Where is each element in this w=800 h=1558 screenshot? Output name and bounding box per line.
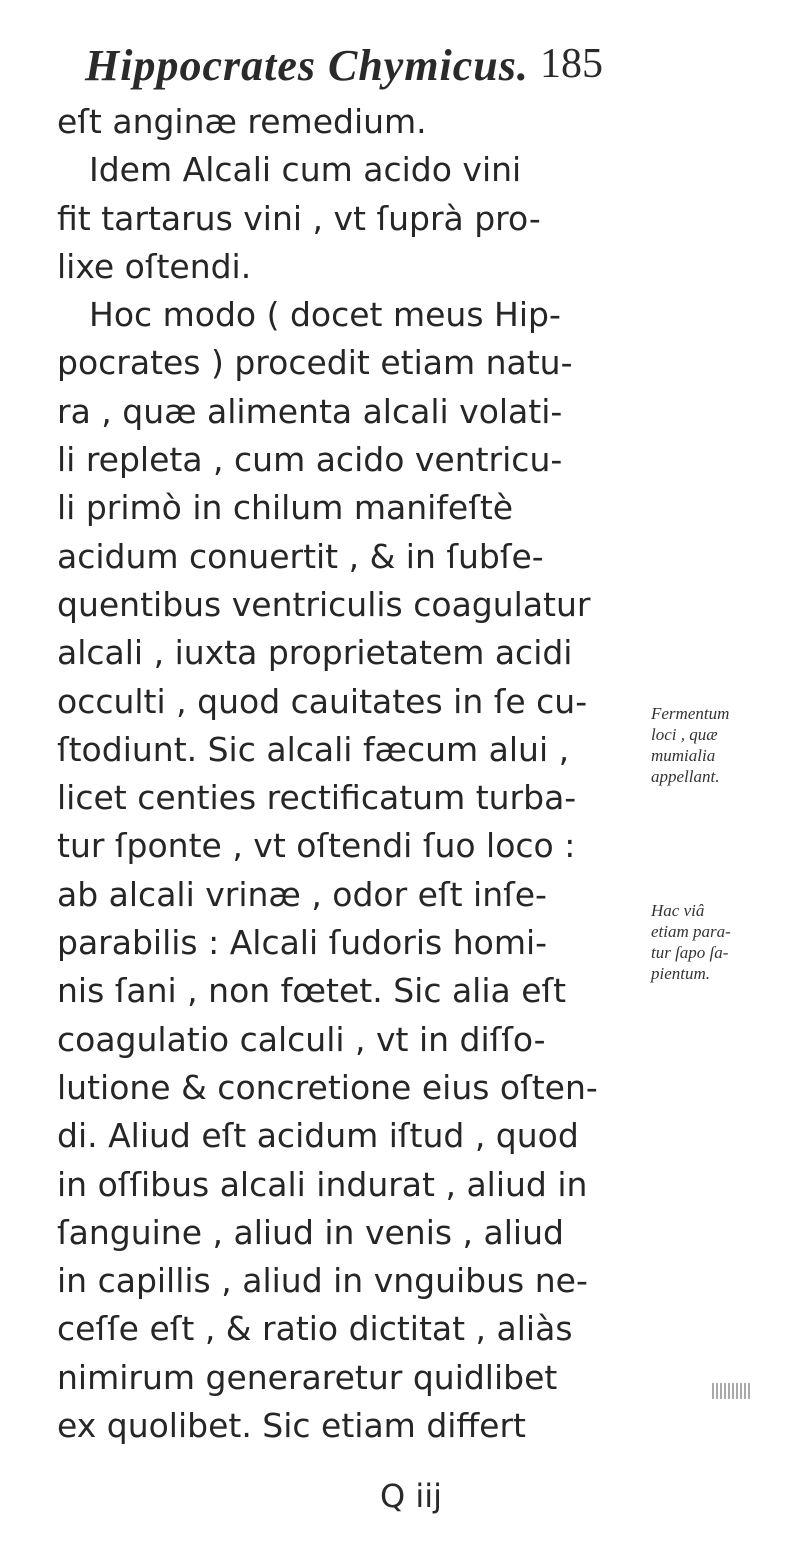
text-line: alcali , iuxta proprietatem acidi bbox=[57, 633, 573, 673]
margin-note bbox=[651, 703, 796, 787]
text-line: acidum conuertit , & in ſubſe- bbox=[57, 536, 544, 576]
text-line: eſt anginæ remedium. bbox=[57, 102, 427, 141]
text-line: licet centies rectificatum turba- bbox=[57, 778, 577, 818]
text-line: di. Aliud eſt acidum iſtud , quod bbox=[57, 1116, 579, 1156]
text-line: lutione & concretione eius oſten- bbox=[57, 1067, 598, 1107]
text-line: occulti , quod cauitates in ſe cu- bbox=[57, 681, 588, 721]
text-line: fit tartarus vini , vt ſuprà pro- bbox=[57, 198, 541, 238]
text-line: in capillis , aliud in vnguibus ne- bbox=[57, 1261, 588, 1301]
main-text-block bbox=[57, 98, 637, 1450]
margin-note-line: Hac viâ bbox=[651, 901, 705, 920]
text-line: Idem Alcali cum acido vini bbox=[89, 150, 522, 190]
text-line: li repleta , cum acido ventricu- bbox=[57, 440, 563, 480]
margin-note-line: Fermentum bbox=[651, 704, 730, 723]
text-line: tur ſponte , vt oſtendi ſuo loco : bbox=[57, 826, 576, 866]
margin-note-line: tur ſapo ſa- bbox=[651, 943, 729, 962]
text-line: coagulatio calculi , vt in diſſo- bbox=[57, 1019, 546, 1059]
text-line: lixe oſtendi. bbox=[57, 246, 252, 286]
margin-note bbox=[651, 900, 796, 984]
text-line: ex quolibet. Sic etiam differt bbox=[57, 1406, 526, 1446]
text-line: nis ſani , non fœtet. Sic alia eſt bbox=[57, 971, 567, 1011]
text-line: Hoc modo ( docet meus Hip- bbox=[89, 295, 561, 335]
margin-note-line: pientum. bbox=[651, 964, 711, 983]
running-header bbox=[85, 40, 685, 100]
text-line: in oſſibus alcali indurat , aliud in bbox=[57, 1164, 588, 1204]
text-line: li primò in chilum manifeſtè bbox=[57, 488, 514, 528]
text-line: pocrates ) procedit etiam natu- bbox=[57, 343, 573, 383]
running-title: Hippocrates Chymicus. bbox=[85, 41, 529, 90]
text-line: ſanguine , aliud in venis , aliud bbox=[57, 1212, 564, 1252]
text-line: ſtodiunt. Sic alcali fæcum alui , bbox=[57, 729, 570, 769]
margin-note-line: etiam para- bbox=[651, 922, 731, 941]
text-line: nimirum generaretur quidlibet bbox=[57, 1357, 558, 1397]
text-line: parabilis : Alcali ſudoris homi- bbox=[57, 923, 548, 963]
page-number: 185 bbox=[540, 41, 603, 87]
text-line: ra , quæ alimenta alcali volati- bbox=[57, 391, 563, 431]
margin-note-line: mumialia bbox=[651, 746, 716, 765]
margin-note-line: loci , quæ bbox=[651, 725, 718, 744]
text-line: ceſſe eſt , & ratio dictitat , aliàs bbox=[57, 1309, 573, 1349]
ink-mark bbox=[712, 1383, 752, 1399]
text-line: ab alcali vrinæ , odor eſt inſe- bbox=[57, 874, 547, 914]
margin-note-line: appellant. bbox=[651, 767, 720, 786]
catchword: Q iij bbox=[380, 1477, 443, 1515]
text-line: quentibus ventriculis coagulatur bbox=[57, 584, 591, 624]
